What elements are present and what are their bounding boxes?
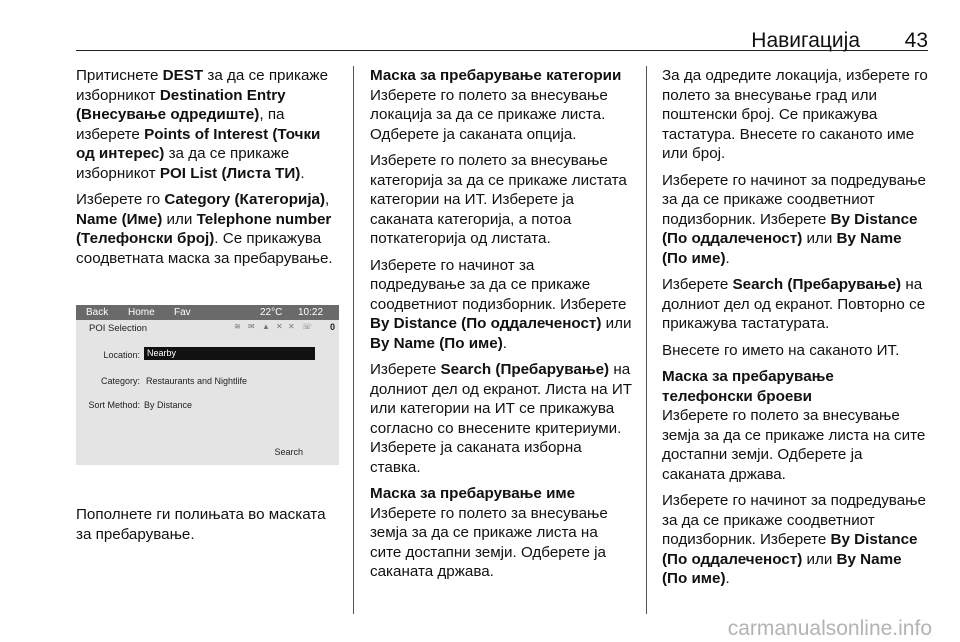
column-1 [76,66,341,275]
search-button[interactable]: Search [274,447,303,457]
location-label: Location: [103,350,140,360]
paragraph: Изберете го полето за внесување категорија за да се прикаже листата категории на ИТ. Изберете ја саканата категорија, а потоа поткатегорија од листата. [370,152,627,247]
paragraph: За да одредите локација, изберете го полето за внесување град или поштенски број. Се прикажува тастатура. Внесете го саканото име или број. [662,67,928,162]
screen-top-bar [76,305,339,320]
paragraph: Внесете го името на саканото ИТ. [662,341,900,359]
phone-icon: ☏ [302,322,313,331]
column-divider [353,66,354,614]
section-heading: Маска за пребарување име [370,485,576,502]
temperature: 22°C [260,307,283,318]
paragraph: Притиснете DEST за да се прикаже изборникот Destination Entry (Внесување одредиште), па изберете Points of Interest (Точки од интерес) за да се прикаже изборникот POI List (Листа ТИ). [76,67,329,182]
paragraph: Изберете Search (Пребарување) на долниот дел од екранот. Повторно се прикажува тастатурата. [662,276,926,332]
sort-label: Sort Method: [88,400,140,410]
section-heading: Маска за пребарување категории [370,67,622,84]
paragraph: Изберете го полето за внесување локација за да се прикаже листа. Одберете ја саканата опција. [370,86,608,143]
home-button[interactable]: Home [128,307,155,318]
paragraph: Изберете го начинот за подредување за да се прикаже соодветниот подизборник. Изберете By Distance (По оддалеченост) или By Name (По име). [662,492,926,587]
page-header [76,0,928,51]
category-field[interactable]: Restaurants and Nightlife [146,376,248,386]
poi-selection-screenshot [76,305,339,465]
sort-field[interactable]: By Distance [144,400,193,410]
watermark: carmanualsonline.info [727,617,932,640]
paragraph: Изберете го полето за внесување земја за да се прикаже листа на сите достапни земји. Одберете ја саканата држава. [370,504,608,580]
paragraph: Изберете Search (Пребарување) на долниот дел од екранот. Листа на ИТ или категории на ИТ се прикажува согласно со внесените критериуми. Изберете ја саканата изборна ставка. [370,361,633,476]
fav-button[interactable]: Fav [174,307,191,318]
paragraph: Изберете го полето за внесување земја за да се прикаже листа на сите достапни земји. Одберете ја саканата држава. [662,407,926,483]
paragraph: Изберете го Category (Категорија), Name (Име) или Telephone number (Телефонски број). Се прикажува соодветната маска за пребарување. [76,191,333,267]
page-title: Навигација [751,29,860,52]
mail-icon: ✉ [248,322,255,331]
screen-title-bar [76,320,339,336]
column-1-bottom [76,505,341,551]
paragraph: Пополнете ги полињата во маската за пребарување. [76,506,326,543]
clock: 10:22 [298,307,324,318]
wifi-icon: ≋ [234,322,241,331]
status-value: 0 [329,322,335,332]
screen-title: POI Selection [89,323,148,334]
paragraph: Изберете го начинот за подредување за да се прикаже соодветниот подизборник. Изберете By Distance (По оддалеченост) или By Name (По име). [370,256,632,352]
section-heading: Маска за пребарување телефонски броеви [662,368,834,405]
back-button[interactable]: Back [86,307,109,318]
category-label: Category: [100,376,140,386]
mute-icon: ✕ [288,322,295,331]
column-3 [662,66,928,596]
paragraph: Изберете го начинот за подредување за да се прикаже соодветниот подизборник. Изберете By Distance (По оддалеченост) или By Name (По име). [662,171,926,267]
column-2 [370,66,632,589]
signal-icon: ▲ [262,322,270,331]
page-number: 43 [904,29,928,52]
column-divider [646,66,647,614]
mute-icon: ✕ [276,322,283,331]
location-field[interactable]: Nearby [144,347,315,360]
